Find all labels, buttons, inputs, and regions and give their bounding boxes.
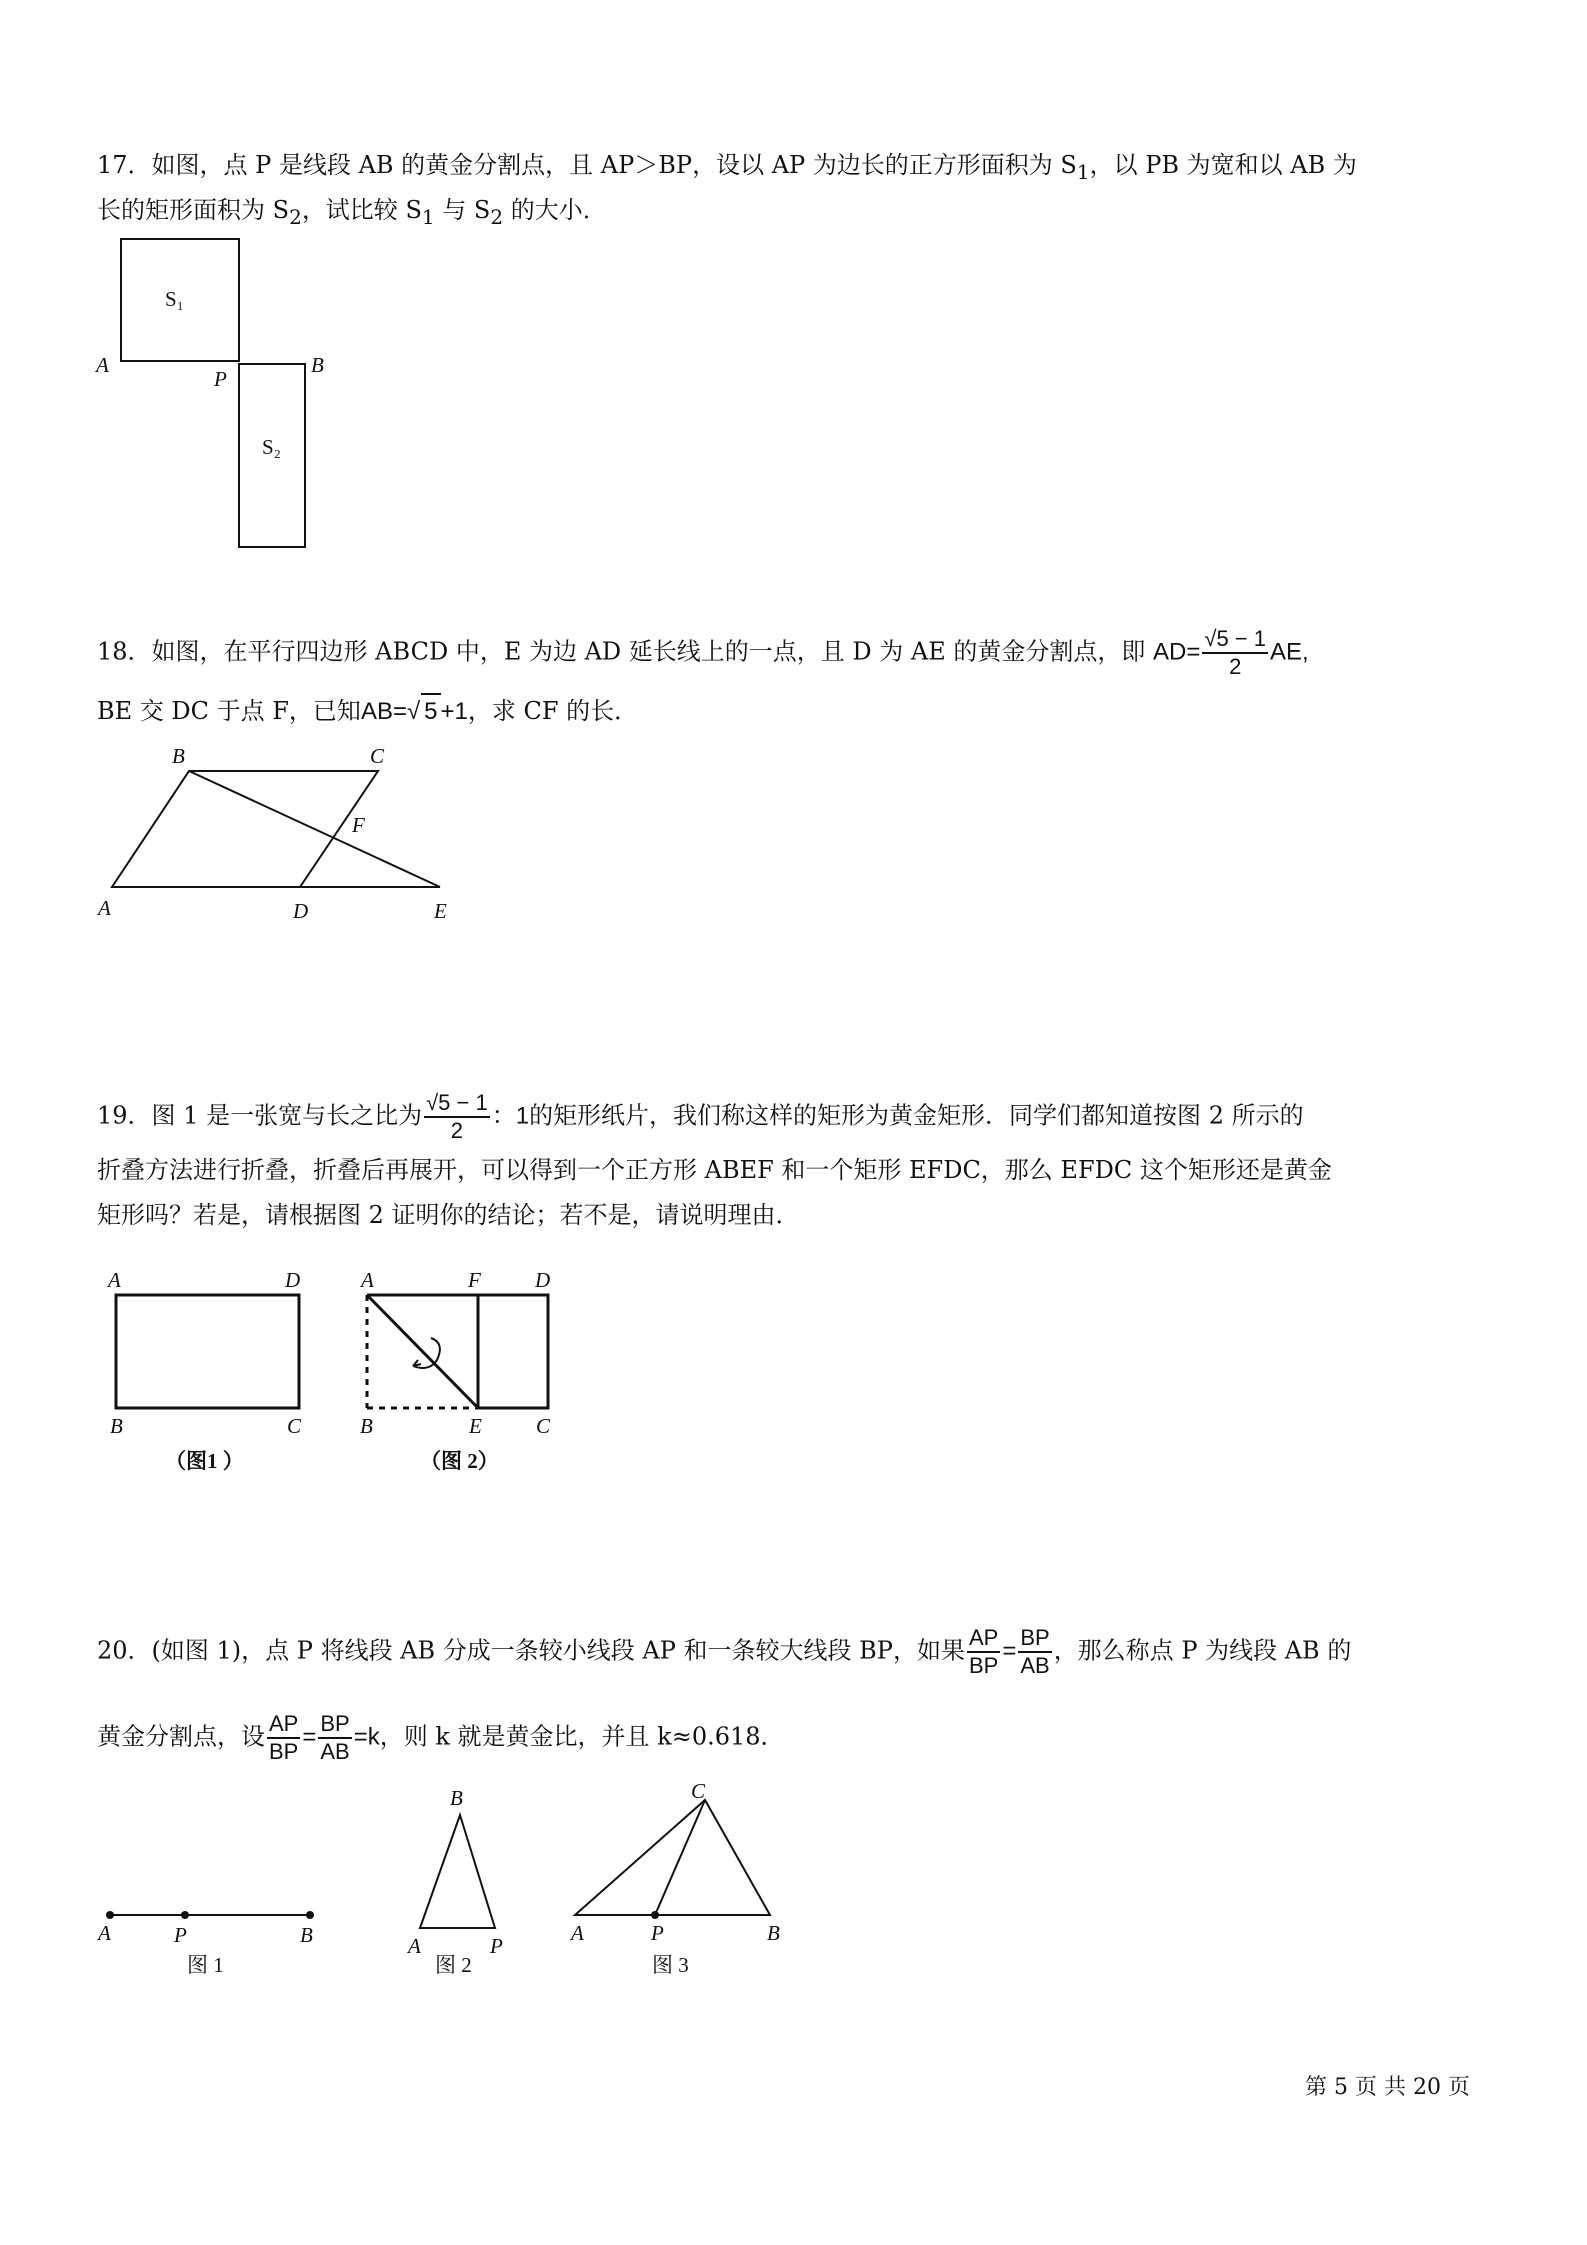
q20-line-2: [97, 1711, 1497, 1765]
sqrt-radicand: 5: [421, 693, 440, 729]
fig3-label-a: A: [571, 1921, 584, 1945]
fig1-label-b: B: [110, 1414, 123, 1438]
q20-text: ，那么称点 P 为线段 AB 的: [1053, 1636, 1352, 1665]
q17-text: 17．如图，点 P 是线段 AB 的黄金分割点，且 AP＞BP，设以 AP 为边长的正方形面积为 S: [97, 151, 1077, 179]
fraction-denominator: 2: [1229, 654, 1242, 679]
q20-text: 黄金分割点，设: [97, 1722, 265, 1751]
label-c: C: [370, 744, 385, 768]
fraction-ap-bp: [967, 1625, 1000, 1679]
fig2-caption: 图 2: [435, 1953, 472, 1977]
q19-text: 19．图 1 是一张宽与长之比为: [97, 1101, 423, 1130]
subscript: 1: [421, 204, 435, 229]
label-b: B: [311, 353, 324, 377]
fig2-label-e: E: [469, 1414, 482, 1438]
q19-line-3: 矩形吗？若是，请根据图 2 证明你的结论；若不是，请说明理由．: [97, 1201, 800, 1229]
q17-text: ，试比较 S: [301, 196, 422, 224]
q17-line-2: [97, 193, 1497, 234]
q19-figure: [95, 1255, 575, 1495]
q17-text: ，以 PB 为宽和以 AB 为: [1089, 151, 1357, 179]
fig1-caption: （图1 ）: [165, 1449, 244, 1473]
fraction-numerator: AP: [267, 1711, 300, 1739]
math-ab: AB=: [360, 698, 407, 725]
parallelogram-abcd: [112, 771, 378, 887]
q17-line-1: [97, 148, 1497, 189]
label-p: P: [214, 367, 227, 391]
fig3-caption: 图 3: [652, 1953, 689, 1977]
subscript: 2: [289, 204, 302, 229]
fraction-golden: [1202, 626, 1268, 680]
fraction-denominator: BP: [968, 1653, 999, 1678]
math-plus-one: +1: [440, 698, 468, 725]
fraction-bp-ab: [318, 1711, 351, 1765]
q18-text: ，求 CF 的长．: [467, 697, 639, 725]
fig3-segment-cp: [655, 1800, 705, 1915]
fig1-label-a: A: [108, 1268, 121, 1292]
fig3-label-b: B: [767, 1921, 780, 1945]
fraction-numerator: BP: [318, 1711, 351, 1739]
fraction-bp-ab: [1018, 1625, 1051, 1679]
fig1-label-c: C: [287, 1414, 302, 1438]
q20-text: 20．(如图 1)，点 P 将线段 AB 分成一条较小线段 AP 和一条较大线段 BP，如果: [97, 1636, 965, 1665]
label-s1: S₁: [165, 287, 185, 311]
q20-text: ，则 k 就是黄金比，并且 k≈0.618．: [379, 1722, 785, 1751]
math-ratio: ：1: [491, 1102, 530, 1130]
fig2-fold-line-ae: [367, 1295, 478, 1408]
q17-text: 长的矩形面积为 S: [97, 196, 290, 224]
fraction-numerator: √5 − 1: [1202, 626, 1268, 654]
fig1-label-b: B: [300, 1923, 313, 1947]
fig2-label-p: P: [490, 1934, 503, 1958]
sqrt-sign: √: [406, 698, 421, 725]
point-b: [306, 1911, 314, 1919]
fig2-label-b: B: [450, 1786, 463, 1810]
fraction-ap-bp: [267, 1711, 300, 1765]
math-equals: =: [302, 1723, 317, 1751]
subscript: 1: [1076, 159, 1090, 184]
q18-figure: [90, 740, 510, 930]
fig3-label-c: C: [691, 1779, 706, 1803]
fraction-denominator: BP: [269, 1739, 299, 1764]
fraction-numerator: BP: [1018, 1625, 1051, 1653]
q17-figure: [90, 230, 350, 560]
fig3-label-p: P: [651, 1921, 664, 1945]
fig1-label-p: P: [174, 1923, 187, 1947]
fig1-rectangle: [116, 1295, 299, 1408]
label-f: F: [352, 813, 365, 837]
fig1-caption: 图 1: [187, 1953, 224, 1977]
segment-be: [189, 771, 440, 887]
subscript: 2: [490, 204, 504, 229]
fig3-triangle-abc: [575, 1800, 770, 1915]
q17-text: 与 S: [434, 196, 491, 224]
q17-text: 的大小．: [503, 196, 607, 224]
math-ae: AE,: [1270, 638, 1309, 666]
label-a: A: [98, 896, 111, 920]
fig2-rect-efdc: [478, 1295, 548, 1408]
label-d: D: [293, 899, 309, 923]
label-e: E: [434, 899, 447, 923]
math-ad: AD=: [1153, 638, 1201, 666]
fig2-caption: （图 2）: [420, 1449, 499, 1473]
fig2-label-c: C: [536, 1414, 551, 1438]
fraction-denominator: AB: [1020, 1653, 1050, 1678]
fig1-label-a: A: [98, 1921, 111, 1945]
fig2-label-f: F: [468, 1268, 481, 1292]
fig2-label-b: B: [360, 1414, 373, 1438]
q19-line-1: [97, 1090, 1497, 1144]
point-a: [106, 1911, 114, 1919]
fraction-golden: [424, 1090, 490, 1144]
q18-text: BE 交 DC 于点 F，已知: [97, 697, 361, 725]
math-equals-k: =k: [353, 1723, 380, 1751]
label-b: B: [172, 744, 185, 768]
q19-text: 的矩形纸片，我们称这样的矩形为黄金矩形．同学们都知道按图 2 所示的: [529, 1101, 1304, 1130]
q18-text: 18．如图，在平行四边形 ABCD 中，E 为边 AD 延长线上的一点，且 D 为 AE 的黄金分割点，即: [97, 637, 1146, 666]
point-p: [651, 1911, 659, 1919]
point-p: [181, 1911, 189, 1919]
fig2-label-d: D: [535, 1268, 551, 1292]
fig2-triangle: [420, 1815, 495, 1928]
fig1-label-d: D: [285, 1268, 301, 1292]
fig2-label-a: A: [408, 1934, 421, 1958]
fraction-numerator: √5 − 1: [424, 1090, 490, 1118]
q18-line-1: [97, 626, 1497, 680]
fraction-numerator: AP: [967, 1625, 1000, 1653]
q18-line-2: [97, 693, 1497, 729]
fraction-denominator: AB: [320, 1739, 350, 1764]
label-s2: S₂: [262, 435, 282, 459]
q20-figure: [90, 1780, 810, 1980]
fraction-denominator: 2: [450, 1118, 464, 1143]
q20-line-1: [97, 1625, 1497, 1679]
fig2-label-a: A: [361, 1268, 374, 1292]
label-a: A: [96, 353, 109, 377]
math-equals: =: [1002, 1637, 1017, 1665]
page-number-footer: 第 5 页 共 20 页: [1305, 2075, 1470, 2100]
q19-line-2: 折叠方法进行折叠，折叠后再展开，可以得到一个正方形 ABEF 和一个矩形 EFDC，那么 EFDC 这个矩形还是黄金: [97, 1156, 1332, 1184]
